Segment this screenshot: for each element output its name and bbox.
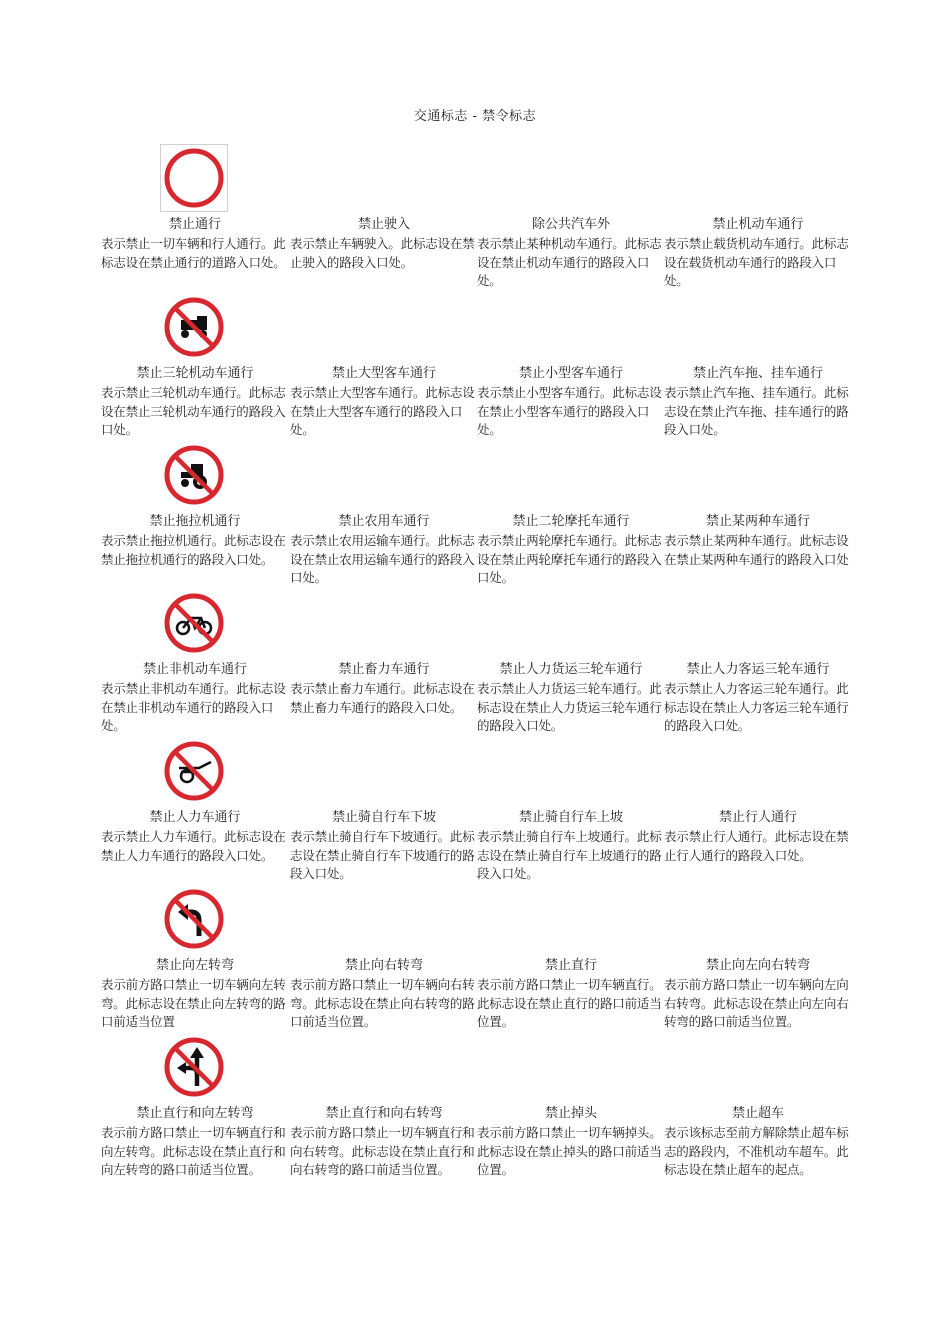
sign-entry	[290, 513, 478, 588]
sign-entry	[101, 365, 289, 440]
sign-entry	[101, 809, 289, 865]
sign-name: 禁止向右转弯	[344, 958, 423, 973]
sign-name: 禁止骑自行车上坡	[518, 810, 623, 825]
sign-description: 表示前方路口禁止一切车辆向左转弯。此标志设在禁止向左转弯的路口前适当位置	[101, 977, 286, 1029]
sign-entry	[101, 216, 289, 272]
sign-description: 表示禁止大型客车通行。此标志设在禁止大型客车通行的路段入口处。	[290, 385, 475, 437]
sign-description: 表示禁止三轮机动车通行。此标志设在禁止三轮机动车通行的路段入口处。	[101, 385, 286, 437]
sign-name: 禁止拖拉机通行	[149, 514, 241, 529]
sign-row	[101, 442, 853, 590]
sign-entry	[477, 513, 665, 588]
sign-entry	[477, 661, 665, 736]
sign-entry	[664, 661, 852, 736]
sign-description: 表示禁止一切车辆和行人通行。此标志设在禁止通行的道路入口处。	[101, 236, 286, 270]
sign-row	[101, 590, 853, 738]
sign-description: 表示禁止拖拉机通行。此标志设在禁止拖拉机通行的路段入口处。	[101, 533, 286, 567]
sign-description: 表示禁止骑自行车上坡通行。此标志设在禁止骑自行车上坡通行的路段入口处。	[477, 829, 662, 881]
sign-entry	[664, 216, 852, 291]
no-bicycle-icon	[161, 590, 227, 656]
sign-description: 表示前方路口禁止一切车辆直行和向右转弯。此标志设在禁止直行和向右转弯的路口前适当位置。	[290, 1125, 475, 1177]
sign-entry	[101, 661, 289, 736]
sign-description: 表示前方路口禁止一切车辆直行和向左转弯。此标志设在禁止直行和向左转弯的路口前适当位置。	[101, 1125, 286, 1177]
sign-description: 表示禁止人力货运三轮车通行。此标志设在禁止人力货运三轮车通行的路段入口处。	[477, 681, 662, 733]
sign-row	[101, 294, 853, 442]
sign-row	[101, 1034, 853, 1182]
sign-name: 禁止向左向右转弯	[705, 958, 810, 973]
sign-row	[101, 145, 853, 293]
sign-name: 禁止直行和向左转弯	[136, 1106, 254, 1121]
sign-entry	[290, 365, 478, 440]
sign-entry	[664, 513, 852, 569]
sign-name: 禁止直行和向右转弯	[325, 1106, 443, 1121]
sign-name: 禁止非机动车通行	[142, 662, 247, 677]
sign-name: 禁止人力货运三轮车通行	[499, 662, 643, 677]
sign-name: 禁止骑自行车下坡	[331, 810, 436, 825]
sign-name: 禁止小型客车通行	[518, 366, 623, 381]
sign-name: 禁止汽车拖、挂车通行	[692, 366, 823, 381]
sign-entry	[664, 365, 852, 440]
sign-entry	[290, 1105, 478, 1180]
sign-entry	[477, 809, 665, 884]
sign-entry	[101, 957, 289, 1032]
sign-entry	[290, 809, 478, 884]
sign-description: 表示禁止人力客运三轮车通行。此标志设在禁止人力客运三轮车通行的路段入口处。	[664, 681, 849, 733]
sign-description: 表示禁止车辆驶入。此标志设在禁止驶入的路段入口处。	[290, 236, 475, 270]
sign-name: 禁止二轮摩托车通行	[512, 514, 630, 529]
sign-entry	[101, 513, 289, 569]
sign-description: 表示禁止畜力车通行。此标志设在禁止畜力车通行的路段入口处。	[290, 681, 475, 715]
sign-entry	[290, 216, 478, 272]
sign-name: 禁止机动车通行	[712, 217, 804, 232]
sign-name: 禁止畜力车通行	[338, 662, 430, 677]
no-handcart-icon	[161, 738, 227, 804]
sign-name: 禁止农用车通行	[338, 514, 430, 529]
sign-description: 表示前方路口禁止一切车辆向右转弯。此标志设在禁止向右转弯的路口前适当位置。	[290, 977, 475, 1029]
sign-entry	[101, 1105, 289, 1180]
sign-description: 表示禁止非机动车通行。此标志设在禁止非机动车通行的路段入口处。	[101, 681, 286, 733]
sign-row	[101, 738, 853, 886]
sign-description: 表示前方路口禁止一切车辆直行。此标志设在禁止直行的路口前适当位置。	[477, 977, 662, 1029]
sign-description: 表示前方路口禁止一切车辆掉头。此标志设在禁止掉头的路口前适当位置。	[477, 1125, 662, 1177]
sign-entry	[477, 957, 665, 1032]
sign-entry	[290, 957, 478, 1032]
sign-entry	[477, 1105, 665, 1180]
sign-description: 表示禁止某种机动车通行。此标志设在禁止机动车通行的路段入口处。	[477, 236, 662, 288]
sign-name: 禁止大型客车通行	[331, 366, 436, 381]
sign-name: 禁止直行	[544, 958, 597, 973]
sign-name: 禁止人力客运三轮车通行	[686, 662, 830, 677]
no-tractor-icon	[161, 442, 227, 508]
sign-name: 禁止行人通行	[718, 810, 797, 825]
sign-entry	[290, 661, 478, 717]
sign-name: 禁止驶入	[357, 217, 410, 232]
sign-description: 表示禁止人力车通行。此标志设在禁止人力车通行的路段入口处。	[101, 829, 286, 863]
sign-entry	[664, 957, 852, 1032]
sign-description: 表示禁止农用运输车通行。此标志设在禁止农用运输车通行的路段入口处。	[290, 533, 475, 585]
no-straight-or-left-icon	[161, 1034, 227, 1100]
sign-row	[101, 886, 853, 1034]
sign-description: 表示禁止骑自行车下坡通行。此标志设在禁止骑自行车下坡通行的路段入口处。	[290, 829, 475, 881]
sign-name: 禁止人力车通行	[149, 810, 241, 825]
sign-description: 表示禁止两轮摩托车通行。此标志设在禁止两轮摩托车通行的路段入口处。	[477, 533, 662, 585]
page-title: 交通标志 - 禁令标志	[413, 109, 537, 124]
no-tricycle-motor-icon	[161, 294, 227, 360]
sign-description: 表示该标志至前方解除禁止超车标志的路段内，不准机动车超车。此标志设在禁止超车的起点。	[664, 1125, 849, 1177]
sign-entry	[664, 1105, 852, 1180]
sign-name: 除公共汽车外	[531, 217, 610, 232]
sign-name: 禁止超车	[731, 1106, 784, 1121]
sign-entry	[477, 365, 665, 440]
sign-name: 禁止某两种车通行	[705, 514, 810, 529]
no-left-turn-icon	[161, 886, 227, 952]
sign-description: 表示禁止载货机动车通行。此标志设在载货机动车通行的路段入口处。	[664, 236, 849, 288]
sign-entry	[664, 809, 852, 865]
sign-description: 表示禁止小型客车通行。此标志设在禁止小型客车通行的路段入口处。	[477, 385, 662, 437]
sign-name: 禁止三轮机动车通行	[136, 366, 254, 381]
sign-description: 表示禁止某两种车通行。此标志设在禁止某两种车通行的路段入口处	[664, 533, 849, 567]
sign-name: 禁止通行	[168, 217, 221, 232]
sign-entry	[477, 216, 665, 291]
no-entry-circle-icon	[161, 145, 227, 211]
sign-description: 表示禁止行人通行。此标志设在禁止行人通行的路段入口处。	[664, 829, 849, 863]
sign-description: 表示禁止汽车拖、挂车通行。此标志设在禁止汽车拖、挂车通行的路段入口处。	[664, 385, 849, 437]
sign-name: 禁止向左转弯	[155, 958, 234, 973]
sign-description: 表示前方路口禁止一切车辆向左向右转弯。此标志设在禁止向左向右转弯的路口前适当位置。	[664, 977, 849, 1029]
sign-name: 禁止掉头	[544, 1106, 597, 1121]
